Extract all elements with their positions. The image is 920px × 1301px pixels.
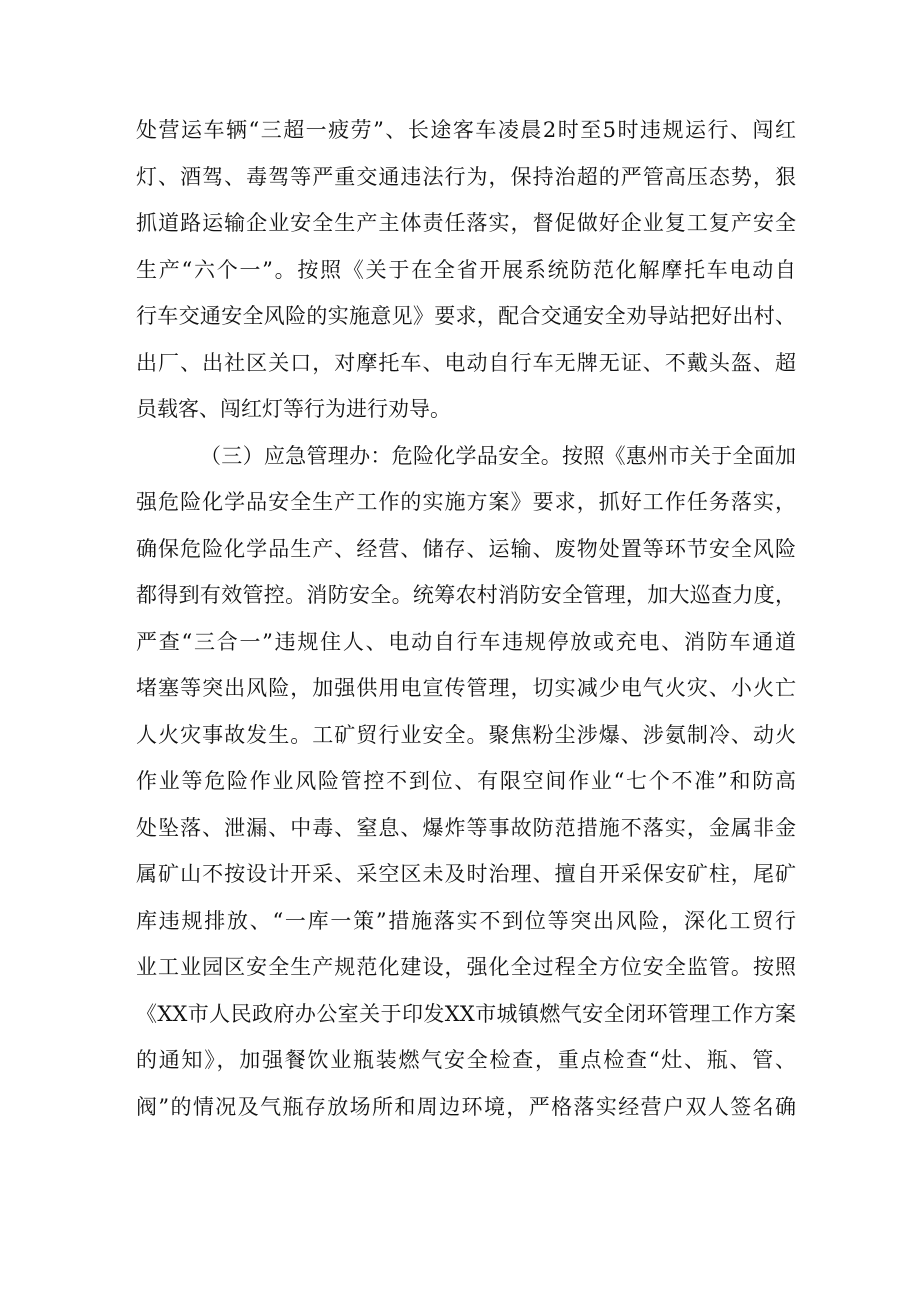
text-line: 的通知》，加强餐饮业瓶装燃气安全检查，重点检查“灶、瓶、管、 xyxy=(136,1048,796,1072)
text-line: 员载客、闯红灯等行为进行劝导。 xyxy=(136,397,451,421)
text-line: 业工业园区安全生产规范化建设，强化全过程全方位安全监管。按照 xyxy=(136,955,796,979)
text-line: 属矿山不按设计开采、采空区未及时治理、擅自开采保安矿柱，尾矿 xyxy=(136,862,796,886)
document-body xyxy=(136,107,796,1130)
text-line: 确保危险化学品生产、经营、储存、运输、废物处置等环节安全风险 xyxy=(136,536,796,561)
paragraph-road-traffic xyxy=(136,107,796,433)
text-line: 强危险化学品安全生产工作的实施方案》要求，抓好工作任务落实， xyxy=(136,490,796,514)
text-line: 行车交通安全风险的实施意见》要求，配合交通安全劝导站把好出村、 xyxy=(136,304,796,328)
text-line: 灯、酒驾、毒驾等严重交通违法行为，保持治超的严管高压态势，狠 xyxy=(136,164,796,189)
text-line: 生产“六个一”。按照《关于在全省开展系统防范化解摩托车电动自 xyxy=(136,257,796,282)
text-line: （三）应急管理办：危险化学品安全。按照《惠州市关于全面加 xyxy=(200,443,796,468)
text-line: 作业等危险作业风险管控不到位、有限空间作业“七个不准”和防高 xyxy=(136,769,796,793)
text-line: 处坠落、泄漏、中毒、窒息、爆炸等事故防范措施不落实，金属非金 xyxy=(136,815,796,840)
text-line: 阀”的情况及气瓶存放场所和周边环境，严格落实经营户双人签名确 xyxy=(136,1094,796,1119)
text-line: 抓道路运输企业安全生产主体责任落实，督促做好企业复工复产安全 xyxy=(136,211,796,235)
paragraph-emergency-management xyxy=(136,433,796,1131)
text-line: 堵塞等突出风险，加强供用电宣传管理，切实减少电气火灾、小火亡 xyxy=(136,676,796,700)
text-line: 《XX市人民政府办公室关于印发XX市城镇燃气安全闭环管理工作方案 xyxy=(136,1001,796,1026)
text-line: 出厂、出社区关口，对摩托车、电动自行车无牌无证、不戴头盔、超 xyxy=(136,350,796,375)
text-line: 都得到有效管控。消防安全。统筹农村消防安全管理，加大巡查力度， xyxy=(136,583,796,607)
text-line: 处营运车辆“三超一疲劳”、长途客车凌晨2时至5时违规运行、闯红 xyxy=(136,118,796,142)
text-line: 人火灾事故发生。工矿贸行业安全。聚焦粉尘涉爆、涉氨制冷、动火 xyxy=(136,722,796,747)
text-line: 严查“三合一”违规住人、电动自行车违规停放或充电、消防车通道 xyxy=(136,629,796,654)
text-line: 库违规排放、“一库一策”措施落实不到位等突出风险，深化工贸行 xyxy=(136,908,796,933)
